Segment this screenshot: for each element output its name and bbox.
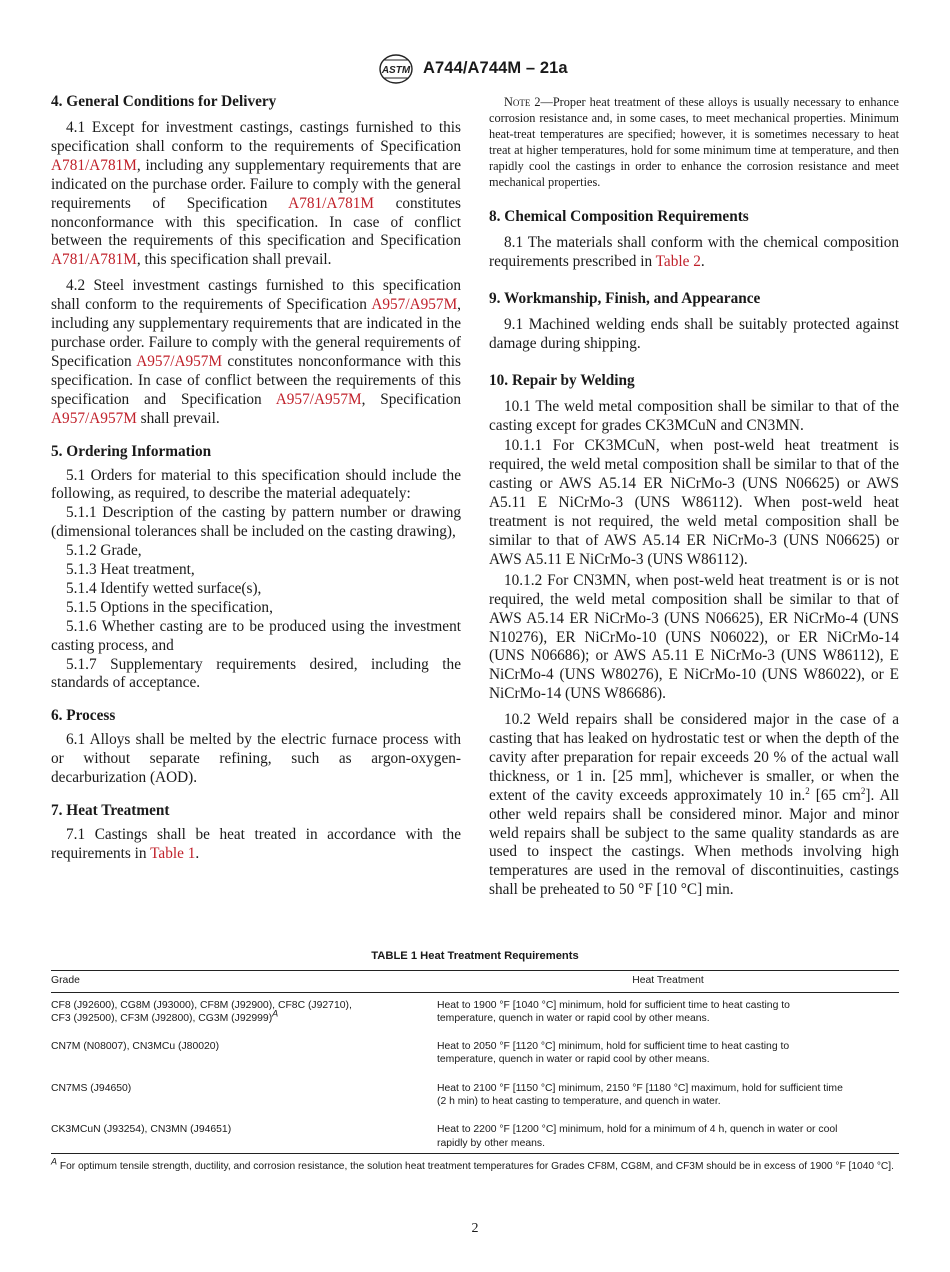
list-item: 5.1.3 Heat treatment, <box>66 561 195 579</box>
paragraph-10-1-2: 10.1.2 For CN3MN, when post-weld heat treatment is or is not required, the weld metal composition shall be similar to that of AWS A5.14 ER NiCrMo-3 (UNS N06625), ER NiCrMo-4 (UNS N10276), ER NiCrMo-10 (UNS N06022), or ER NiCrMo-14 (UNS N06686); or AWS A5.11 E NiCrMo-3 (UNS W86112), E NiCrMo-4 (UNS W80276), E NiCrMo-10 (UNS W86022), or E NiCrMo-14 (UNS W86686). <box>489 571 899 703</box>
section-6-heading: 6. Process <box>51 707 116 725</box>
paragraph-10-1-1: 10.1.1 For CK3MCuN, when post-weld heat treatment is required, the weld metal composition shall be similar to that of the casting or AWS A5.14 ER NiCrMo-3 (UNS N06625) or AWS A5.11 E NiCrMo-3 (UNS W86112). When post-weld heat treatment is not required, the weld metal composition shall be similar to that of AWS A5.14 ER NiCrMo-3 (UNS N06625) or AWS A5.11 E NiCrMo-3 (UNS W86112). <box>489 437 899 568</box>
document-id: A744/A744M – 21a <box>423 59 568 77</box>
link-a781[interactable]: A781/A781M <box>51 251 137 269</box>
svg-text:ASTM: ASTM <box>381 65 411 76</box>
paragraph-6-1: 6.1 Alloys shall be melted by the electric furnace process with or without separate refining, such as argon-oxygen-decarburization (AOD). <box>51 731 461 787</box>
paragraph-9-1: 9.1 Machined welding ends shall be suitably protected against damage during shipping. <box>489 315 899 352</box>
table-header-row <box>51 971 899 992</box>
paragraph-4-2: 4.2 Steel investment castings furnished to this specification shall conform to the requirements of Specification A957/A957M, including any supplementary requirements that are indicated in the purchase order. Failure to comply with the general requirements of Specification A957/A957M constitutes nonconformance with this specification. In case of conflict between the requirements of this specification and Specification A957/A957M, Specification A957/A957M shall prevail. <box>51 277 461 427</box>
paragraph-10-1: 10.1 The weld metal composition shall be similar to that of the casting except for grades CK3MCuN and CN3MN. <box>489 397 899 434</box>
link-a781[interactable]: A781/A781M <box>51 156 137 174</box>
list-item: 5.1.5 Options in the specification, <box>66 598 273 616</box>
page-header <box>0 52 950 86</box>
column-header-heat-treatment: Heat Treatment <box>632 975 704 987</box>
list-item: 5.1.4 Identify wetted surface(s), <box>66 579 262 597</box>
link-a957[interactable]: A957/A957M <box>51 409 137 427</box>
list-item: 5.1.7 Supplementary requirements desired, including the standards of acceptance. <box>51 655 461 692</box>
paragraph-5-1: 5.1 Orders for material to this specification should include the following, as required, to describe the material adequately: <box>51 466 461 503</box>
right-column <box>489 94 899 900</box>
link-table-1[interactable]: Table 1 <box>150 845 196 862</box>
left-column <box>51 92 461 864</box>
section-8-heading: 8. Chemical Composition Requirements <box>489 208 749 225</box>
heat-treatment-table <box>51 950 899 1173</box>
section-7-heading: 7. Heat Treatment <box>51 802 170 820</box>
note-2: Note 2—Proper heat treatment of these alloys is usually necessary to enhance corrosion resistance and, in some cases, to meet mechanical properties. Minimum heat-treat temperatures are specified; however, it is sometimes necessary to heat treat at higher temperatures, hold for some minimum time at temperature, and then rapidly cool the castings in order to enhance the corrosion resistance and meet mechanical properties. <box>489 95 899 189</box>
page-number: 2 <box>471 1221 479 1236</box>
paragraph-8-1: 8.1 The materials shall conform with the chemical composition requirements prescribed in Table 2. <box>489 234 899 270</box>
link-a957[interactable]: A957/A957M <box>371 296 458 314</box>
table-title: TABLE 1 Heat Treatment Requirements <box>371 950 579 962</box>
paragraph-4-1: 4.1 Except for investment castings, castings furnished to this specification shall conform to the requirements of Specification A781/A781M, including any supplementary requirements that are indicated on the purchase order. Failure to comply with the general requirements of Specification A781/A781M constitutes nonconformance with this specification. In case of conflict between the requirements of this specification and Specification A781/A781M, this specification shall prevail. <box>51 119 461 269</box>
table-footnote: $^A$ For optimum tensile strength, ductility, and corrosion resistance, the solution heat treatment temperatures for Grades CF8M, CG8M, and CF3M should be in excess of 1900 °F [1040 °C]. <box>51 1156 894 1172</box>
section-4-heading: 4. General Conditions for Delivery <box>51 93 277 110</box>
section-9-heading: 9. Workmanship, Finish, and Appearance <box>489 289 761 307</box>
section-10-heading: 10. Repair by Welding <box>489 371 635 389</box>
astm-logo-icon <box>377 52 415 86</box>
table-row: CK3MCuN (J93254), CN3MN (J94651) Heat to 2200 °F [1200 °C] minimum, hold for a minimum of 4 h, quench in water or cool rapidly by other means. <box>51 1124 838 1149</box>
link-a957[interactable]: A957/A957M <box>136 352 223 370</box>
table-row: CF8 (J92600), CG8M (J93000), CF8M (J92900), CF8C (J92710), CF3 (J92500), CF3M (J92800), CG3M $(J92999)^A$ Heat to 1900 °F [1040 °C] minimum, hold for sufficient time to heat casting to temperature, quench in water or rapid cool by other means. <box>51 999 790 1024</box>
paragraph-10-2: 10.2 Weld repairs shall be considered major in the case of a casting that has leaked on hydrostatic test or when the depth of the cavity after preparation for repair exceeds 20 % of the actual wall thickness, or 1 in. [25 mm], whichever is smaller, or when the extent of the cavity exceeds approximately 10 in.$^2$ [65 $cm^2$]. All other weld repairs shall be considered minor. Major and minor weld repairs shall be subject to the same quality standards as are used to inspect the castings. When methods involving high temperatures are used in the removal of discontinuities, castings shall be preheated to 50 °F [10 °C] min. <box>489 711 899 899</box>
link-a957[interactable]: A957/A957M <box>275 390 362 408</box>
list-item: 5.1.6 Whether casting are to be produced using the investment casting process, and <box>51 617 461 654</box>
column-header-grade: Grade <box>51 975 80 987</box>
list-item: 5.1.2 Grade, <box>66 542 142 560</box>
list-item: 5.1.1 Description of the casting by pattern number or drawing (dimensional tolerances shall be included on the casting drawing), <box>51 504 461 541</box>
table-row: CN7M (N08007), CN3MCu (J80020) Heat to 2050 °F [1120 °C] minimum, hold for sufficient time to heat casting to temperature, quench in water or rapid cool by other means. <box>51 1041 790 1066</box>
paragraph-7-1: 7.1 Castings shall be heat treated in accordance with the requirements in Table 1. <box>51 826 461 862</box>
link-table-2[interactable]: Table 2 <box>655 252 701 270</box>
link-a781[interactable]: A781/A781M <box>288 194 374 212</box>
table-row: CN7MS (J94650) Heat to 2100 °F [1150 °C] minimum, 2150 °F [1180 °C] maximum, hold for sufficient time (2 h min) to heat casting to temperature, and quench in water. <box>51 1082 843 1108</box>
section-5-heading: 5. Ordering Information <box>51 442 212 460</box>
